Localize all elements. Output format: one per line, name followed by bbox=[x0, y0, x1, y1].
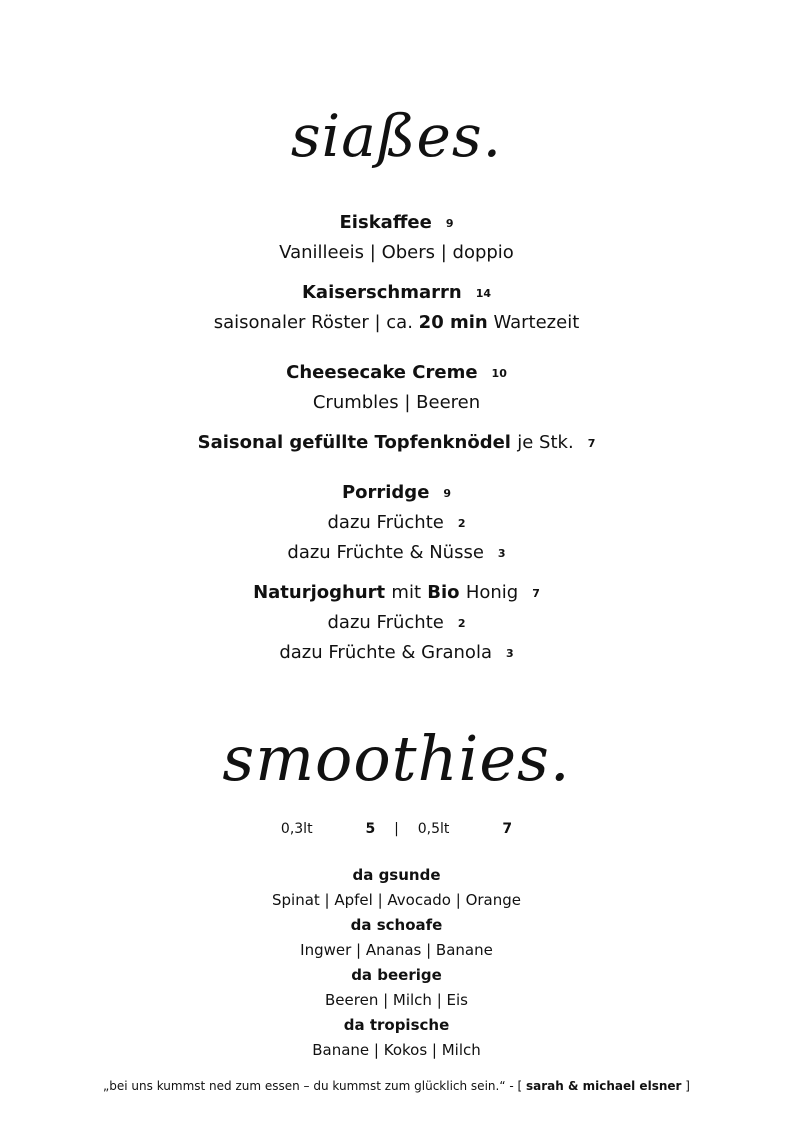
item-text: mit bbox=[391, 582, 422, 603]
desc-text: Wartezeit bbox=[493, 312, 580, 333]
item-description bbox=[0, 312, 793, 333]
extra-label: dazu Früchte & Granola bbox=[279, 642, 492, 663]
quote-text: „bei uns kummst ned zum essen – du kummst zum glücklich sein.“ - [ bbox=[103, 1079, 523, 1093]
smoothie-description: Beeren | Milch | Eis bbox=[325, 991, 468, 1009]
desc-text: saisonaler Röster | ca. bbox=[213, 312, 413, 333]
smoothie-description: Banane | Kokos | Milch bbox=[312, 1041, 481, 1059]
item-description: Vanilleeis | Obers | doppio bbox=[279, 242, 514, 263]
item-name: Cheesecake Creme bbox=[286, 362, 478, 383]
item-price: 9 bbox=[443, 487, 452, 500]
item-extra bbox=[0, 642, 793, 663]
size-label: 0,3lt bbox=[280, 821, 313, 837]
extra-price: 2 bbox=[457, 517, 466, 530]
item-price: 9 bbox=[445, 217, 454, 230]
extra-price: 2 bbox=[457, 617, 466, 630]
menu-item-cheesecake bbox=[0, 362, 793, 383]
extra-price: 3 bbox=[505, 647, 514, 660]
wait-time: 20 min bbox=[418, 312, 488, 333]
item-description: Crumbles | Beeren bbox=[312, 392, 481, 413]
item-price: 7 bbox=[587, 437, 596, 450]
smoothie-name: da tropische bbox=[343, 1016, 450, 1034]
smoothie-description: Spinat | Apfel | Avocado | Orange bbox=[271, 891, 522, 909]
menu-item-topfenknoedel bbox=[0, 432, 793, 453]
quote-bracket: ] bbox=[685, 1079, 690, 1093]
item-price: 14 bbox=[475, 287, 492, 300]
extra-label: dazu Früchte & Nüsse bbox=[287, 542, 484, 563]
footer-quote bbox=[0, 1079, 793, 1093]
size-price: 5 bbox=[365, 821, 376, 837]
separator: | bbox=[394, 821, 399, 837]
item-extra bbox=[0, 542, 793, 563]
menu-item-naturjoghurt bbox=[0, 582, 793, 603]
extra-price: 3 bbox=[497, 547, 506, 560]
item-bio: Bio bbox=[427, 582, 460, 603]
sweets-title: siaßes. bbox=[290, 102, 503, 170]
quote-authors: sarah & michael elsner bbox=[526, 1079, 682, 1093]
smoothie-name: da gsunde bbox=[352, 866, 441, 884]
menu-item-porridge bbox=[0, 482, 793, 503]
size-label: 0,5lt bbox=[417, 821, 450, 837]
smoothie-name: da schoafe bbox=[350, 916, 443, 934]
item-extra bbox=[0, 612, 793, 633]
item-extra bbox=[0, 512, 793, 533]
item-text: Honig bbox=[465, 582, 519, 603]
smoothies-title: smoothies. bbox=[222, 722, 571, 795]
smoothie-name: da beerige bbox=[351, 966, 442, 984]
smoothie-description: Ingwer | Ananas | Banane bbox=[300, 941, 493, 959]
item-name: Porridge bbox=[341, 482, 430, 503]
item-name: Eiskaffee bbox=[339, 212, 432, 233]
item-price: 7 bbox=[532, 587, 540, 600]
item-suffix: je Stk. bbox=[517, 432, 574, 453]
item-price: 10 bbox=[491, 367, 507, 380]
menu-item-kaiserschmarrn bbox=[0, 282, 793, 303]
item-name: Saisonal gefüllte Topfenknödel bbox=[197, 432, 511, 453]
size-price: 7 bbox=[502, 821, 513, 837]
item-name: Naturjoghurt bbox=[253, 582, 386, 603]
extra-label: dazu Früchte bbox=[327, 512, 444, 533]
extra-label: dazu Früchte bbox=[327, 612, 444, 633]
menu-item-eiskaffee bbox=[0, 212, 793, 233]
item-name: Kaiserschmarrn bbox=[301, 282, 462, 303]
smoothie-sizes bbox=[0, 821, 793, 837]
